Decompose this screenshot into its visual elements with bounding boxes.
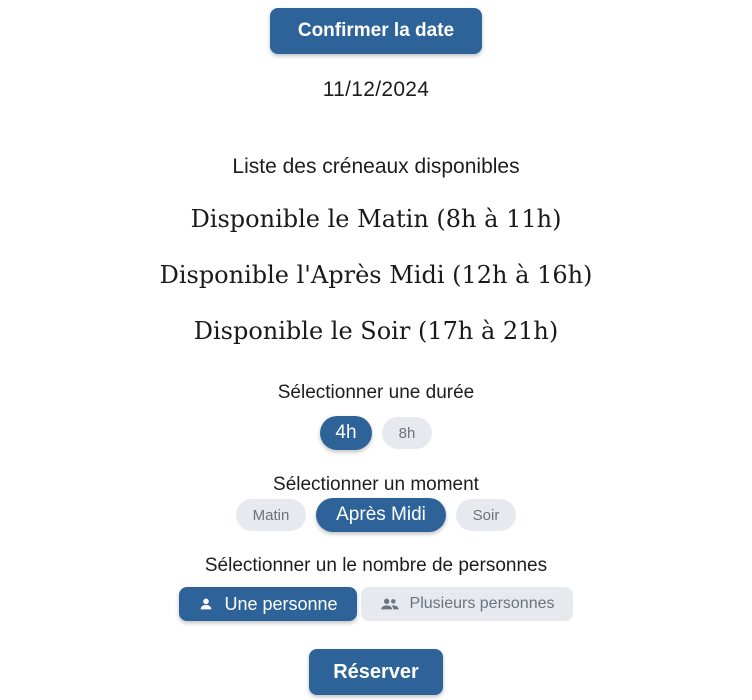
reserve-row [0, 649, 752, 695]
confirm-date-button[interactable]: Confirmer la date [270, 8, 482, 54]
slots-title-row [0, 155, 752, 179]
duration-4h-chip[interactable]: 4h [320, 416, 372, 450]
moment-label: Sélectionner un moment [273, 474, 479, 495]
several-people-chip[interactable] [361, 587, 573, 621]
people-options [0, 587, 752, 621]
confirm-row [0, 8, 752, 54]
several-people-label: Plusieurs personnes [409, 595, 555, 612]
moment-options [0, 498, 752, 532]
group-icon [380, 596, 400, 612]
slot-row-afternoon [0, 261, 752, 289]
moment-soir-chip[interactable]: Soir [456, 499, 516, 531]
moment-apres-midi-chip[interactable]: Après Midi [316, 498, 446, 532]
duration-label: Sélectionner une durée [277, 382, 475, 403]
slot-row-evening [0, 317, 752, 345]
reserve-button[interactable]: Réserver [309, 649, 443, 695]
selected-date: 11/12/2024 [322, 78, 430, 101]
slots-list-title: Liste des créneaux disponibles [232, 155, 520, 178]
one-person-chip[interactable] [179, 587, 357, 621]
duration-options [0, 416, 752, 450]
moment-matin-chip[interactable]: Matin [236, 499, 306, 531]
slot-morning: Disponible le Matin (8h à 11h) [190, 205, 562, 233]
duration-label-row [0, 382, 752, 404]
moment-label-row [0, 474, 752, 496]
date-row [0, 78, 752, 102]
person-icon [198, 596, 214, 612]
slot-afternoon: Disponible l'Après Midi (12h à 16h) [159, 261, 593, 289]
people-label-row [0, 555, 752, 577]
duration-8h-chip[interactable]: 8h [382, 417, 432, 449]
people-label: Sélectionner un le nombre de personnes [204, 555, 548, 576]
slot-row-morning [0, 205, 752, 233]
one-person-label: Une personne [224, 593, 338, 614]
slot-evening: Disponible le Soir (17h à 21h) [193, 317, 559, 345]
